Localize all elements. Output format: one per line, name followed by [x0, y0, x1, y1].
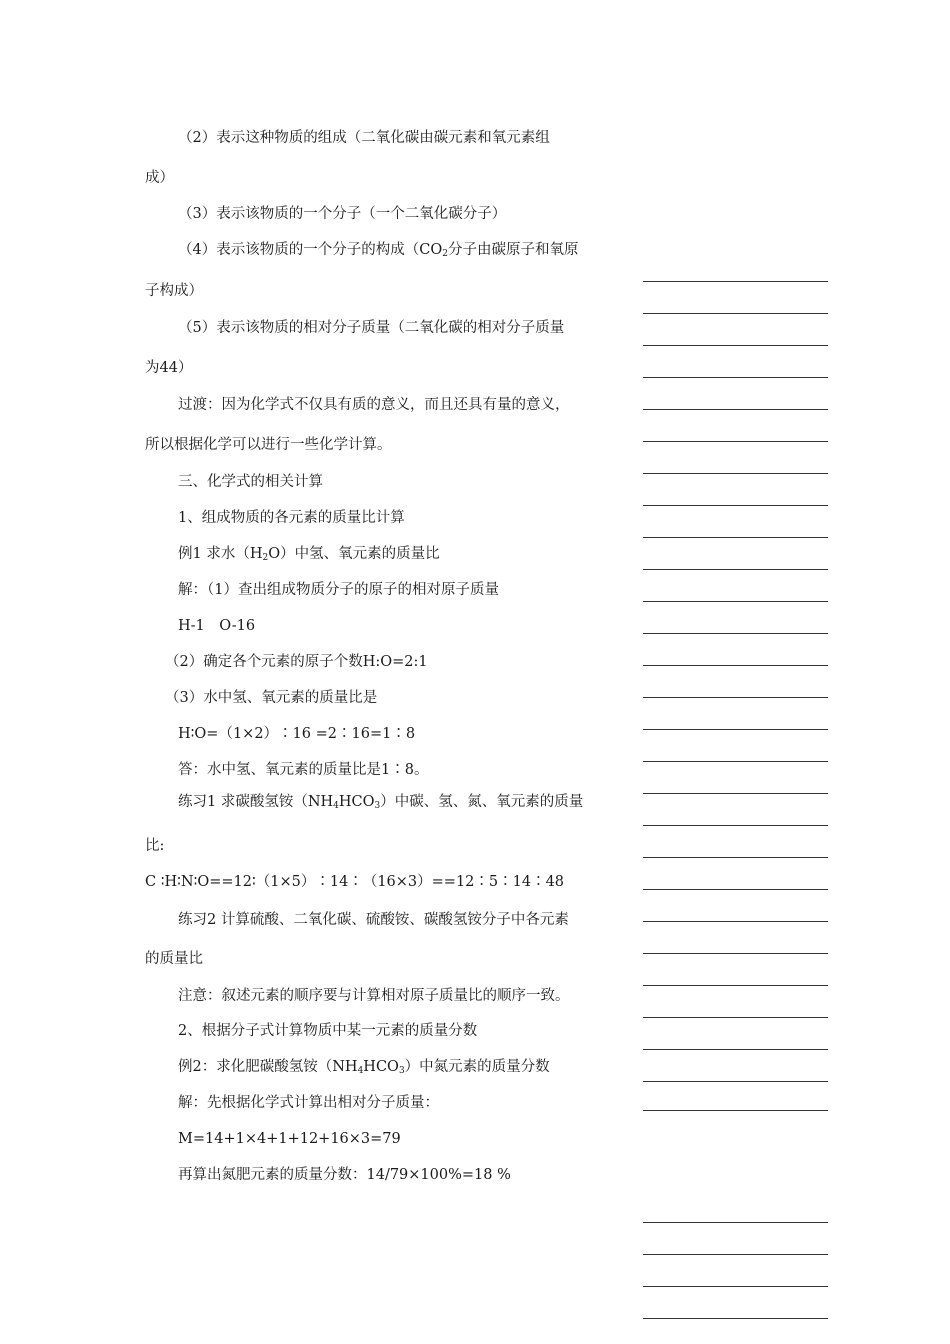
subsection-heading: 2、根据分子式计算物质中某一元素的质量分数: [178, 1023, 478, 1039]
note-line: [643, 505, 828, 506]
text-line: M=14+1×4+1+12+16×3=79: [178, 1131, 401, 1147]
text-line: 练习1 求碳酸氢铵$(NH_4HCO_3)$中碳、氢、氮、氧元素的质量: [178, 794, 584, 811]
text-line: 子构成）: [145, 283, 203, 299]
note-line: [643, 569, 828, 570]
note-line: [643, 601, 828, 602]
text-line: 例2：求化肥碳酸氢铵$(NH_4HCO_3)$中氮元素的质量分数: [178, 1059, 550, 1076]
note-line: [643, 1081, 828, 1082]
text-line: （2）确定各个元素的原子个数H:O=2:1: [165, 654, 428, 670]
text-line: 比:: [145, 838, 165, 854]
text-line: C ∶H∶N∶O==12∶（1×5）∶14∶（16×3）==12∶5∶14∶48: [145, 874, 565, 890]
note-line: [643, 953, 828, 954]
note-line: [643, 281, 828, 282]
note-line: [643, 761, 828, 762]
note-line: [643, 1110, 828, 1111]
text-line: H∶O=（1×2）∶16 =2∶16=1∶8: [178, 726, 416, 742]
text-line: 过渡：因为化学式不仅具有质的意义，而且还具有量的意义，: [178, 397, 570, 413]
text-line: （4）表示该物质的一个分子的构成（$CO_2$分子由碳原子和氧原: [178, 242, 579, 259]
text-line: 成）: [145, 170, 174, 186]
note-line: [643, 633, 828, 634]
note-line: [643, 473, 828, 474]
section-heading: 三、化学式的相关计算: [178, 474, 323, 490]
text-line: 再算出氮肥元素的质量分数：14/79×100%=18 %: [178, 1167, 511, 1183]
note-line: [643, 985, 828, 986]
note-line: [643, 921, 828, 922]
text-line: H-1 O-16: [178, 618, 256, 634]
text-line: 的质量比: [145, 951, 203, 967]
text-line: 答：水中氢、氧元素的质量比是1∶8。: [178, 762, 429, 778]
text-line: （3）表示该物质的一个分子（一个二氧化碳分子）: [178, 206, 507, 222]
note-line: [643, 313, 828, 314]
note-line: [643, 377, 828, 378]
text-line: （2）表示这种物质的组成（二氧化碳由碳元素和氧元素组: [178, 130, 550, 146]
note-line: [643, 537, 828, 538]
note-line: [643, 889, 828, 890]
note-line: [643, 793, 828, 794]
note-line: [643, 345, 828, 346]
text-line: 解：（1）查出组成物质分子的原子的相对原子质量: [178, 582, 499, 598]
text-line: （5）表示该物质的相对分子质量（二氧化碳的相对分子质量: [178, 320, 565, 336]
subsection-heading: 1、组成物质的各元素的质量比计算: [178, 510, 405, 526]
note-line: [643, 441, 828, 442]
note-line: [643, 857, 828, 858]
note-line: [643, 729, 828, 730]
note-line: [643, 825, 828, 826]
note-line: [643, 409, 828, 410]
note-line: [643, 697, 828, 698]
text-line: （3）水中氢、氧元素的质量比是: [165, 690, 378, 706]
text-line: 为44）: [145, 360, 193, 376]
note-line: [643, 1049, 828, 1050]
text-line: 注意：叙述元素的顺序要与计算相对原子质量比的顺序一致。: [178, 988, 570, 1004]
note-line: [643, 1318, 828, 1319]
note-line: [643, 1017, 828, 1018]
text-line: 所以根据化学可以进行一些化学计算。: [145, 437, 392, 453]
text-line: 解：先根据化学式计算出相对分子质量：: [178, 1095, 439, 1111]
note-line: [643, 1254, 828, 1255]
text-line: 例1 求水$(H_2O)$中氢、氧元素的质量比: [178, 546, 440, 563]
note-line: [643, 1286, 828, 1287]
text-line: 练习2 计算硫酸、二氧化碳、硫酸铵、碳酸氢铵分子中各元素: [178, 912, 569, 928]
note-line: [643, 665, 828, 666]
note-line: [643, 1222, 828, 1223]
